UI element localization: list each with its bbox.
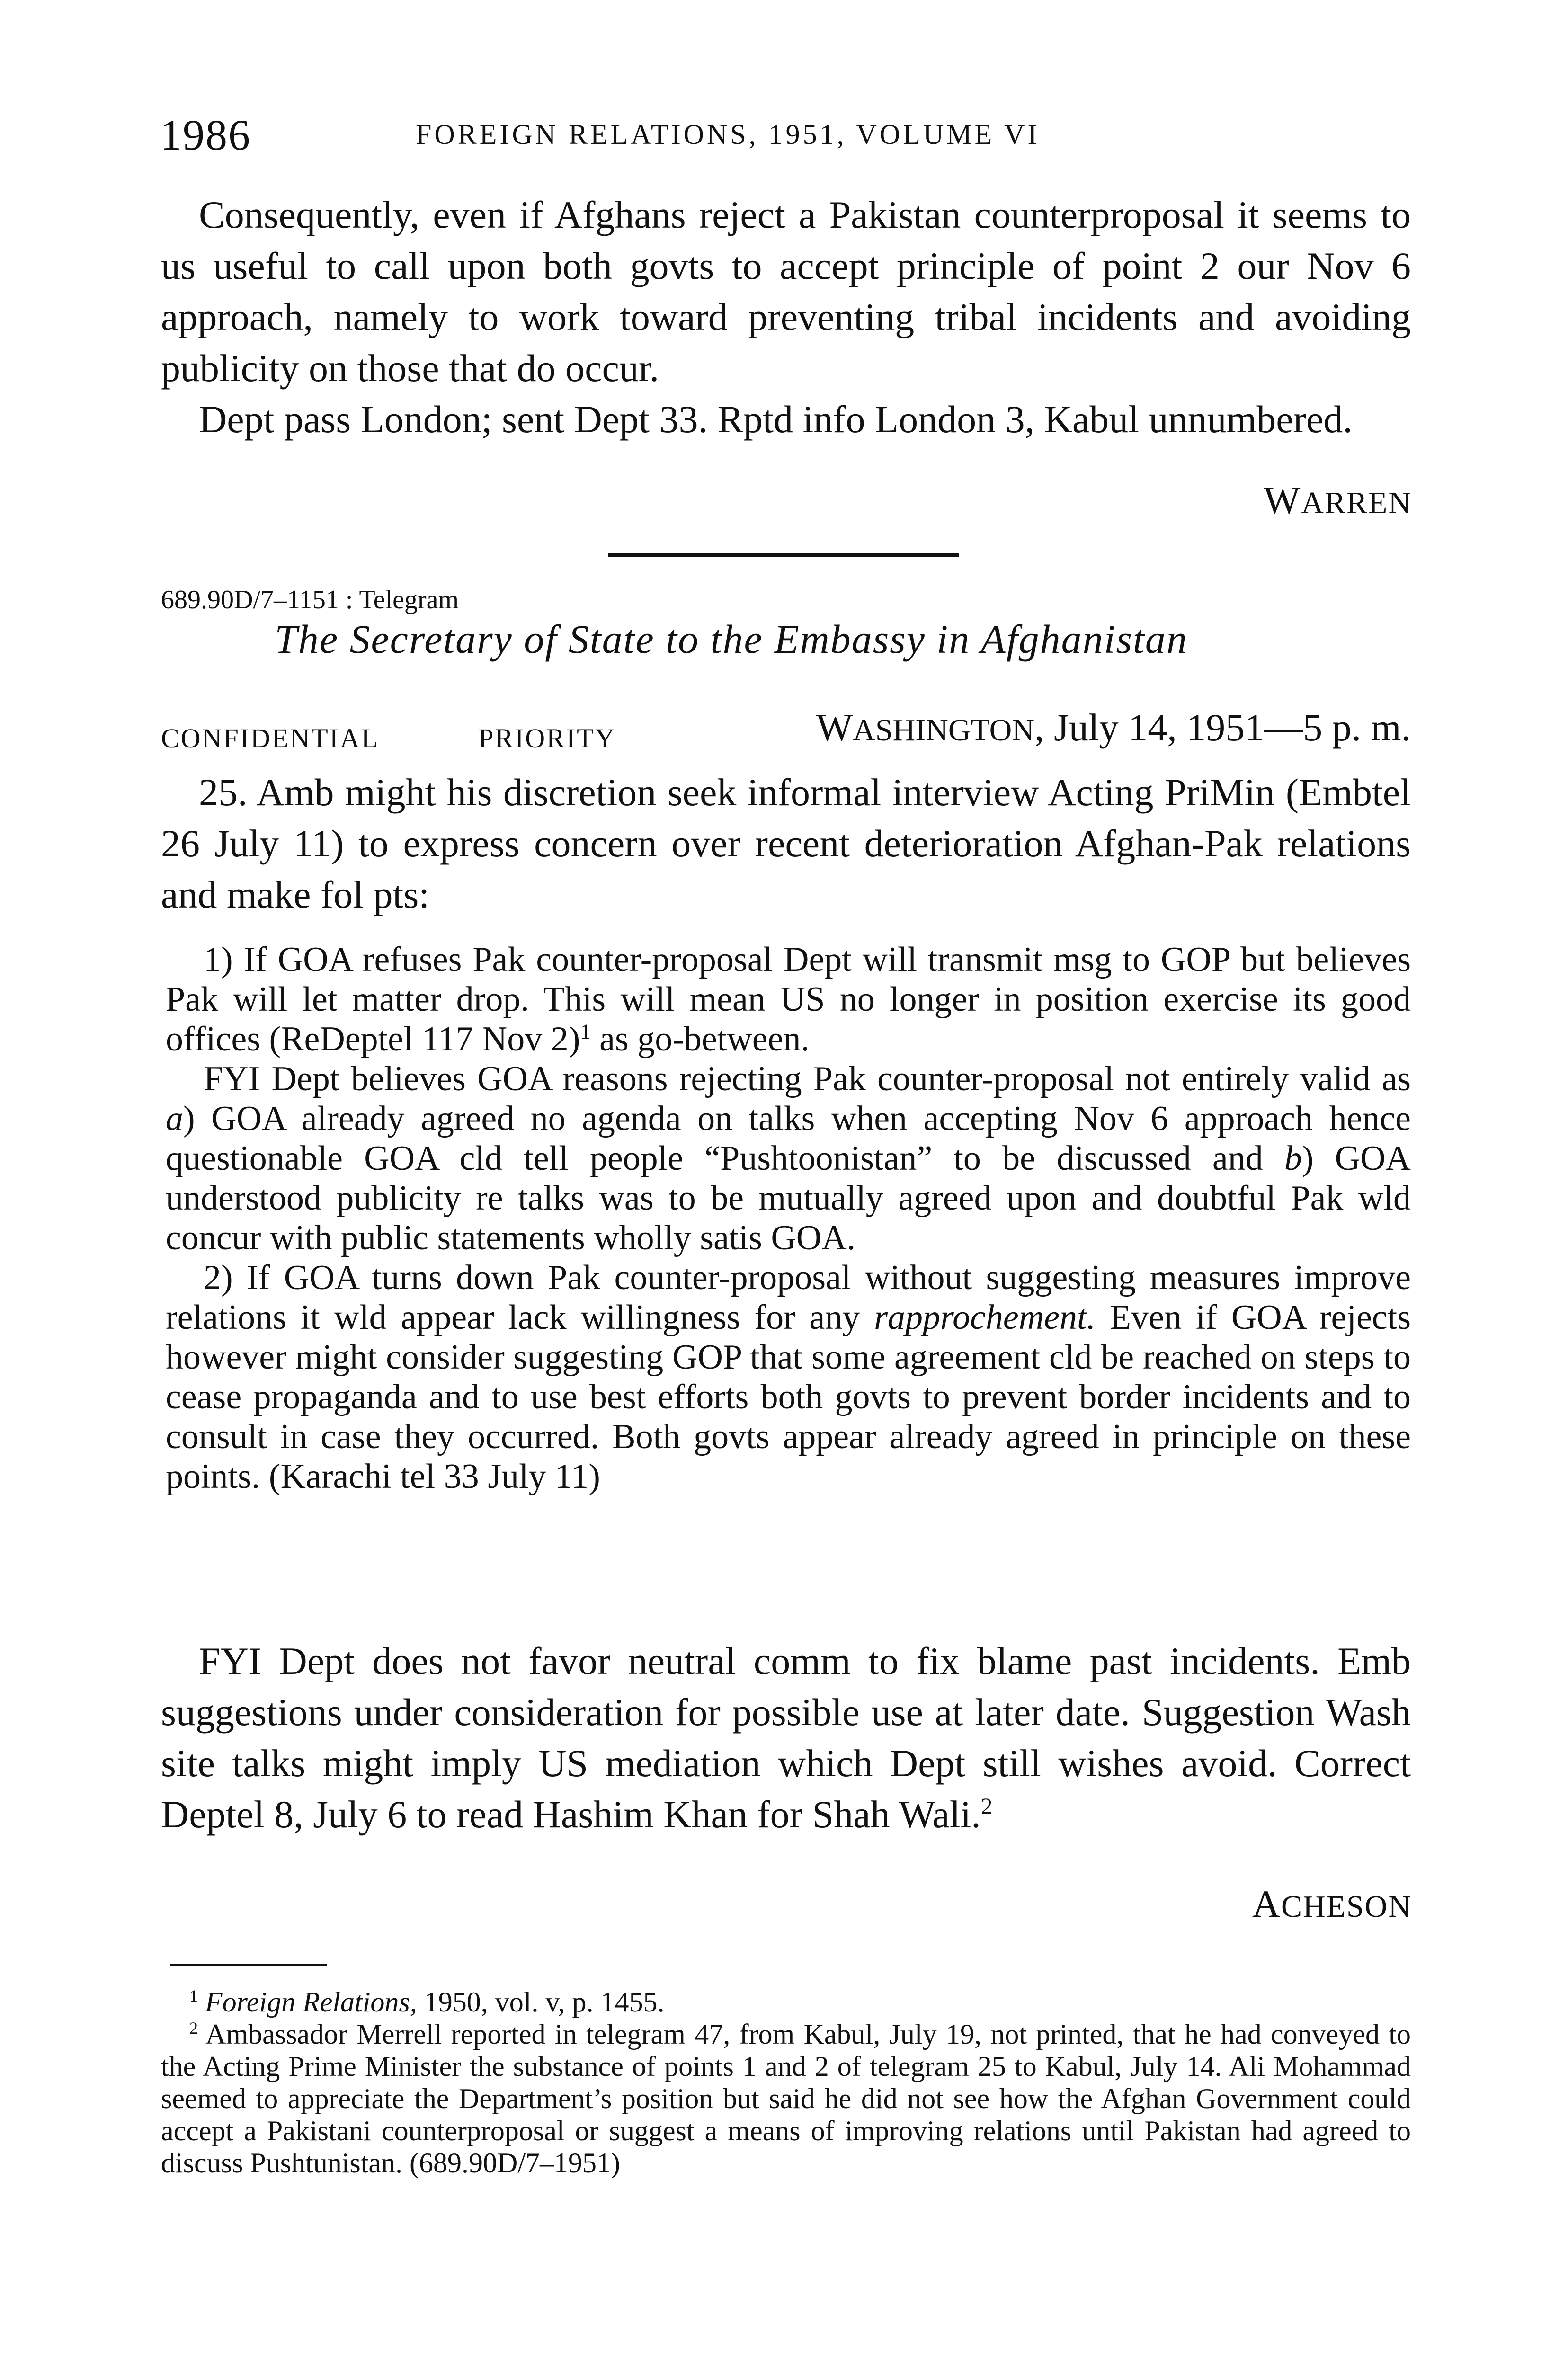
fyi-text: ) GOA already agreed no agenda on talks when accepting Nov 6 approach hence questionable GOA cld tell people “Pushtoonistan” to be discussed and	[166, 1099, 1411, 1178]
body-paragraph: Dept pass London; sent Dept 33. Rptd info London 3, Kabul unnumbered.	[199, 398, 1353, 441]
footnote-text: Ambassador Merrell reported in telegram 47, from Kabul, July 19, not printed, that he had conveyed to the Acting Prime Minister the substance of points 1 and 2 of telegram 25 to Kabul, July 14. Ali Mohammad seemed to appreciate the Department’s position but said he did not see how the Afghan Government could accept a Pakistani counterproposal or suggest a means of improving relations until Pakistan had agreed to discuss Pushtunistan. (689.90D/7–1951)	[161, 2019, 1411, 2179]
footnote-marker: 1	[189, 1986, 198, 2005]
fyi-letter-b: b	[1284, 1139, 1302, 1178]
footnote-1	[161, 1986, 1411, 2018]
point-2-italic: rapprochement.	[874, 1298, 1096, 1337]
numbered-points	[166, 940, 1411, 1496]
closing-paragraph	[161, 1636, 1411, 1840]
footnote-marker: 2	[189, 2019, 198, 2038]
place-and-date	[816, 705, 1411, 750]
point-1-tail: as go-between.	[590, 1020, 810, 1059]
place-rest: ASHINGTON	[853, 713, 1035, 747]
previous-document-text	[161, 189, 1411, 445]
signature-initial: A	[1252, 1882, 1281, 1925]
fyi-paragraph	[166, 1059, 1411, 1258]
footnote-divider	[170, 1964, 327, 1966]
footnote-ref-1: 1	[580, 1019, 591, 1043]
priority-label: PRIORITY	[478, 723, 616, 754]
signature-initial: W	[1263, 479, 1301, 522]
signature-acheson	[1252, 1882, 1412, 1926]
body-paragraph: Consequently, even if Afghans reject a Pakistan counterproposal it seems to us useful to call upon both govts to accept principle of point 2 our Nov 6 approach, namely to work toward preventing tribal incidents and avoiding publicity on those that do occur.	[161, 193, 1411, 390]
place-initial: W	[816, 706, 853, 749]
signature-rest: CHESON	[1281, 1889, 1412, 1924]
dateline	[161, 705, 1411, 757]
intro-paragraph: 25. Amb might his discretion seek informal interview Acting PriMin (Embtel 26 July 11) to express concern over recent deterioration Afghan-Pak relations and make fol pts:	[161, 771, 1411, 916]
classification-label: CONFIDENTIAL	[161, 723, 380, 754]
footnote-italic: Foreign Relations,	[205, 1986, 417, 2018]
document-title: The Secretary of State to the Embassy in Afghanistan	[275, 616, 1188, 662]
footnote-2	[161, 2018, 1411, 2179]
running-title: FOREIGN RELATIONS, 1951, VOLUME VI	[416, 119, 1040, 150]
closing-text: FYI Dept does not favor neutral comm to fix blame past incidents. Emb suggestions under consideration for possible use at later date. Suggestion Wash site talks might imply US mediation which Dept still wishes avoid. Correct Deptel 8, July 6 to read Hashim Khan for Shah Wali.	[161, 1639, 1411, 1836]
fyi-text: FYI Dept believes GOA reasons rejecting Pak counter-proposal not entirely valid as	[204, 1059, 1411, 1098]
point-2-text: Even if GOA rejects however might consider suggesting GOP that some agreement cld be reached on steps to cease propaganda and to use best efforts both govts to prevent border incidents and to consult in case they occurred. Both govts appear already agreed in principle on these points. (Karachi tel 33 July 11)	[166, 1298, 1411, 1496]
point-1-paragraph	[166, 940, 1411, 1059]
footnotes	[161, 1986, 1411, 2179]
file-reference: 689.90D/7–1151 : Telegram	[161, 585, 459, 614]
fyi-letter-a: a	[166, 1099, 183, 1138]
fyi-text: ) GOA understood publicity re talks was to be mutually agreed upon and doubtful Pak wld concur with public statements wholly satis GOA.	[166, 1139, 1411, 1257]
running-head	[160, 110, 1410, 162]
footnote-ref-2: 2	[980, 1793, 993, 1819]
point-1-text: 1) If GOA refuses Pak counter-proposal Dept will transmit msg to GOP but believes Pak will let matter drop. This will mean US no longer in position exercise its good offices (ReDeptel 117 Nov 2)	[166, 940, 1411, 1059]
date-time: , July 14, 1951—5 p. m.	[1034, 706, 1411, 749]
page-number: 1986	[160, 111, 251, 159]
section-divider	[608, 553, 959, 557]
footnote-text: 1950, vol. v, p. 1455.	[417, 1986, 665, 2018]
point-2-paragraph	[166, 1258, 1411, 1496]
telegram-intro	[161, 767, 1411, 920]
point-2-text: 2) If GOA turns down Pak counter-proposal without suggesting measures improve relations it wld appear lack willingness for any	[166, 1258, 1411, 1337]
signature-warren	[1264, 478, 1412, 523]
closing-section	[161, 1636, 1411, 1840]
signature-rest: ARREN	[1301, 486, 1412, 520]
